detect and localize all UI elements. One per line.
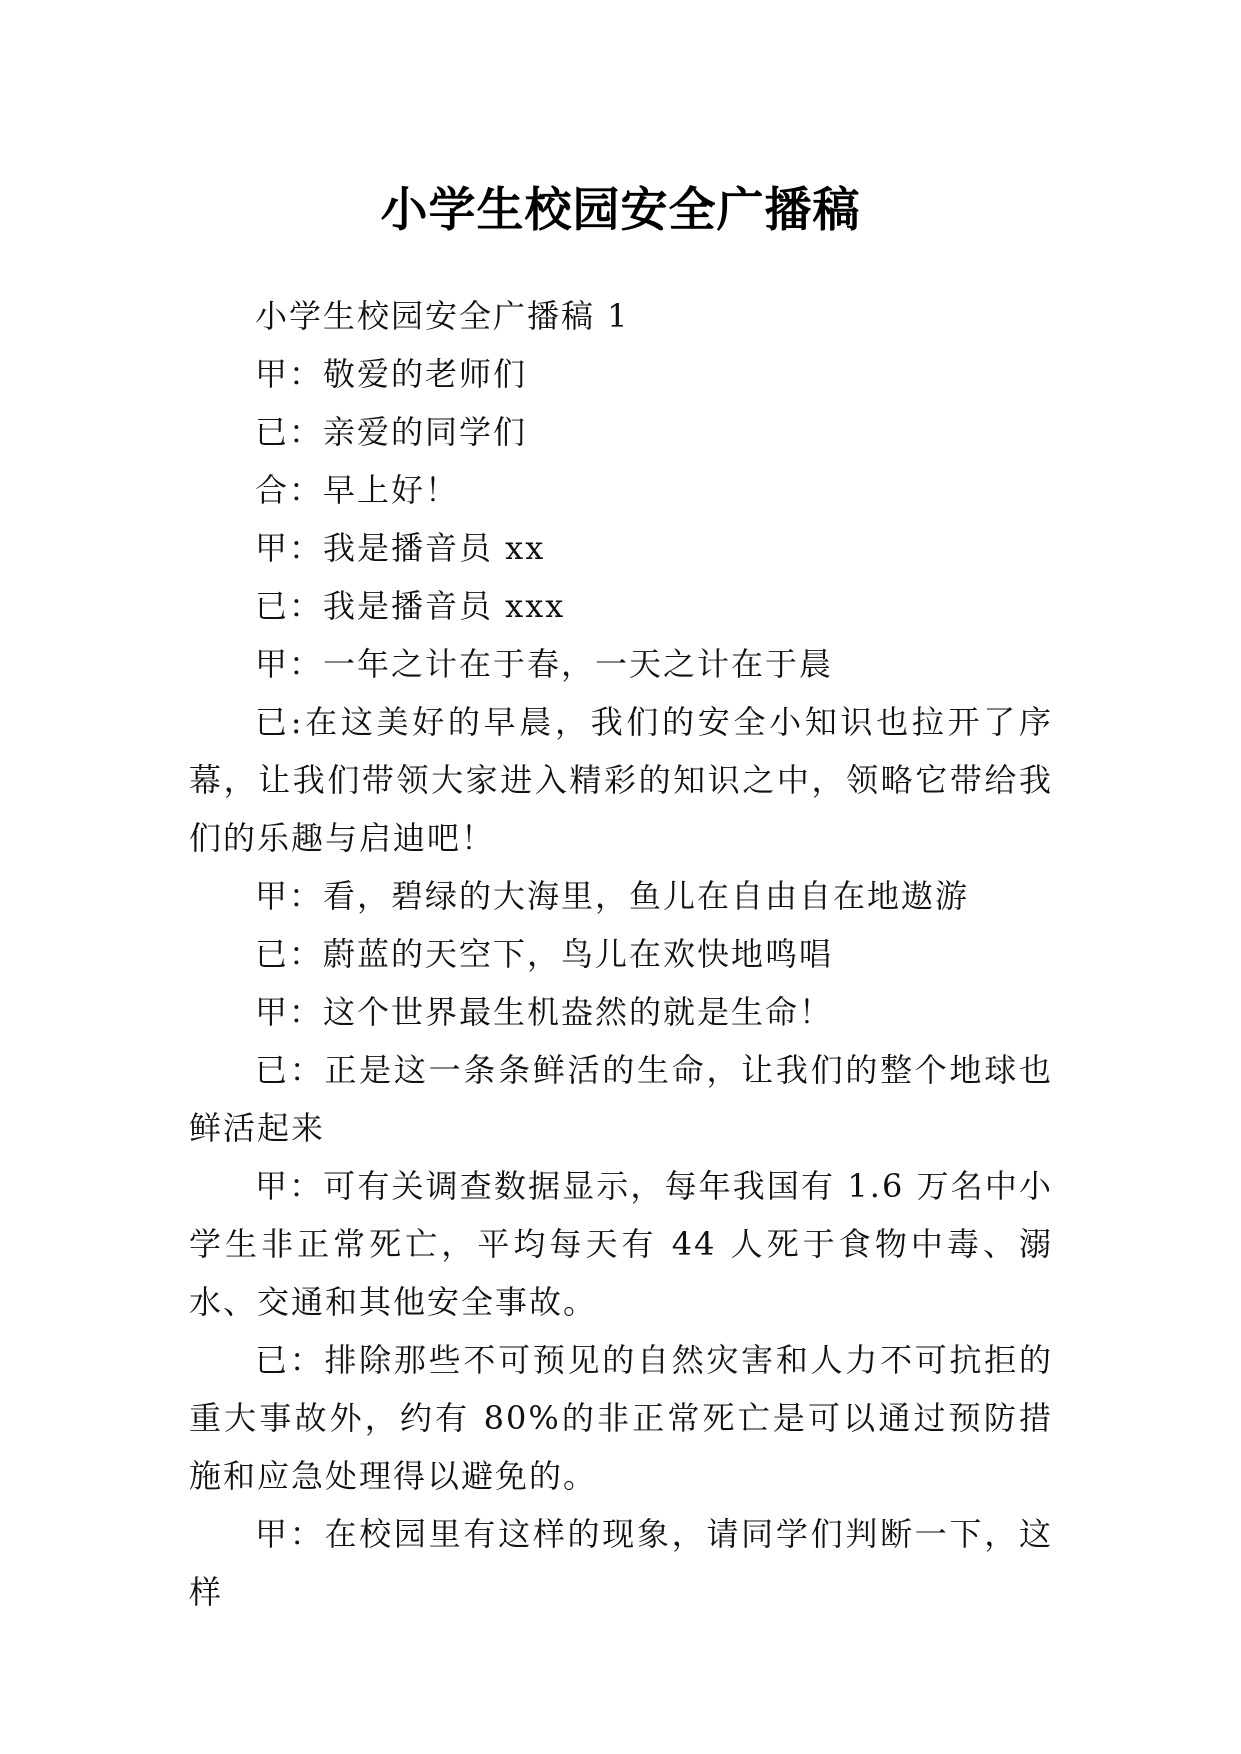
paragraph-campus-phenomenon: 甲：在校园里有这样的现象，请同学们判断一下，这样	[189, 1515, 1053, 1611]
paragraph-opening: 已:在这美好的早晨，我们的安全小知识也拉开了序幕，让我们带领大家进入精彩的知识之中，领略它带给我们的乐趣与启迪吧！	[189, 703, 1053, 857]
paragraph-greeting-students: 已：亲爱的同学们	[255, 413, 528, 451]
paragraph-announcer-2: 已：我是播音员 xxx	[255, 587, 566, 625]
paragraph-announcer-1: 甲：我是播音员 xx	[255, 529, 546, 567]
paragraph-vivid-life: 已：正是这一条条鲜活的生命，让我们的整个地球也鲜活起来	[189, 1051, 1053, 1147]
paragraph-morning-saying: 甲：一年之计在于春，一天之计在于晨	[255, 645, 834, 683]
paragraph-prevention: 已：排除那些不可预见的自然灾害和人力不可抗拒的重大事故外，约有 80%的非正常死亡是可以通过预防措施和应急处理得以避免的。	[189, 1341, 1053, 1495]
paragraph-sea: 甲：看，碧绿的大海里，鱼儿在自由自在地遨游	[255, 877, 970, 915]
paragraph-life: 甲：这个世界最生机盎然的就是生命！	[255, 993, 834, 1031]
paragraph-heading-1: 小学生校园安全广播稿 1	[255, 297, 630, 335]
paragraph-sky: 已：蔚蓝的天空下，鸟儿在欢快地鸣唱	[255, 935, 834, 973]
document-title: 小学生校园安全广播稿	[380, 183, 861, 239]
document-body	[189, 287, 1053, 1621]
paragraph-statistics: 甲：可有关调查数据显示，每年我国有 1.6 万名中小学生非正常死亡，平均每天有 44 人死于食物中毒、溺水、交通和其他安全事故。	[189, 1167, 1053, 1321]
paragraph-greeting-teachers: 甲：敬爱的老师们	[255, 355, 528, 393]
paragraph-good-morning: 合：早上好！	[255, 471, 460, 509]
